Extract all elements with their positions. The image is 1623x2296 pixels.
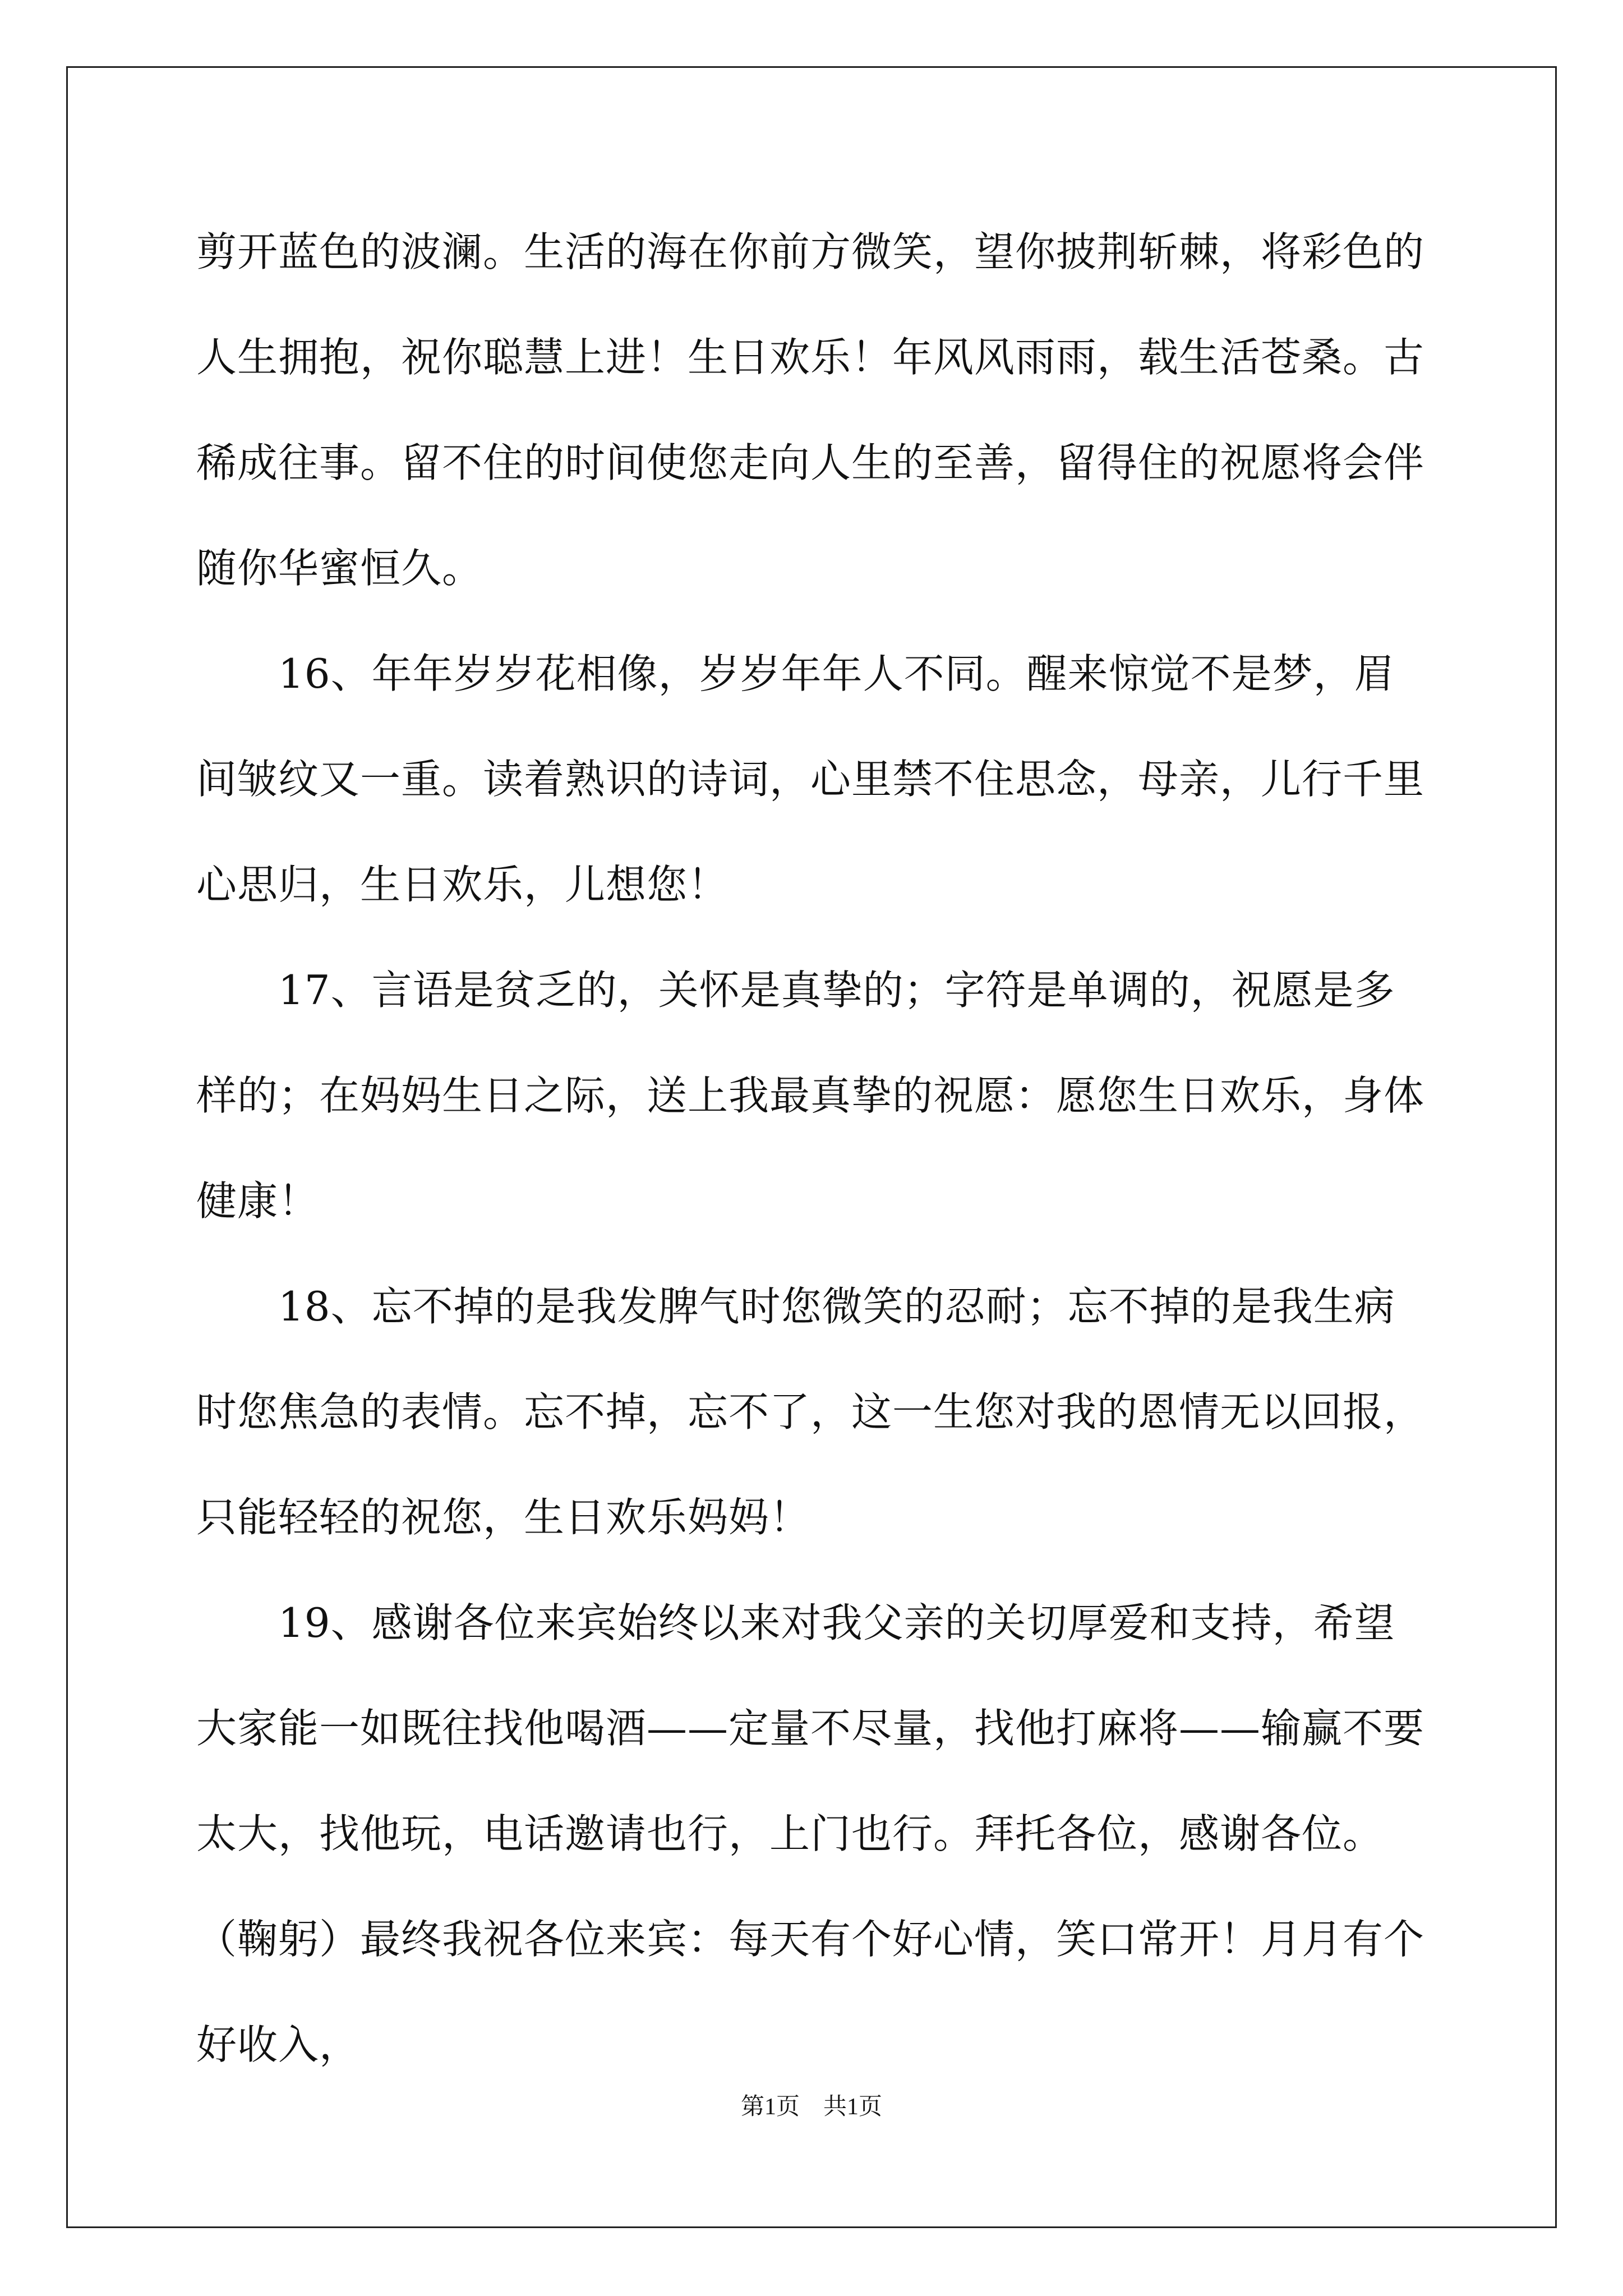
- paragraph-17: 17、言语是贫乏的，关怀是真挚的；字符是单调的，祝愿是多样的；在妈妈生日之际，送上我最真挚的祝愿：愿您生日欢乐，身体健康！: [196, 967, 1425, 1225]
- document-body: [196, 199, 1430, 2097]
- paragraph-18: 18、忘不掉的是我发脾气时您微笑的忍耐；忘不掉的是我生病时您焦急的表情。忘不掉，忘不了，这一生您对我的恩情无以回报，只能轻轻的祝您，生日欢乐妈妈！: [196, 1283, 1425, 1541]
- paragraph-19: 19、感谢各位来宾始终以来对我父亲的关切厚爱和支持，希望大家能一如既往找他喝酒——定量不尽量，找他打麻将——输赢不要太大，找他玩，电话邀请也行，上门也行。拜托各位，感谢各位。（鞠躬）最终我祝各位来宾：每天有个好心情，笑口常开！月月有个好收入，: [196, 1599, 1425, 2068]
- paragraph-continuation: 剪开蓝色的波澜。生活的海在你前方微笑，望你披荆斩棘，将彩色的人生拥抱，祝你聪慧上进！生日欢乐！年风风雨雨，载生活苍桑。古稀成往事。留不住的时间使您走向人生的至善，留得住的祝愿将会伴随你华蜜恒久。: [196, 228, 1425, 592]
- paragraph-16: 16、年年岁岁花相像，岁岁年年人不同。醒来惊觉不是梦，眉间皱纹又一重。读着熟识的诗词，心里禁不住思念，母亲，儿行千里心思归，生日欢乐，儿想您！: [196, 650, 1425, 908]
- page-footer: 第1页 共1页: [740, 2094, 882, 2120]
